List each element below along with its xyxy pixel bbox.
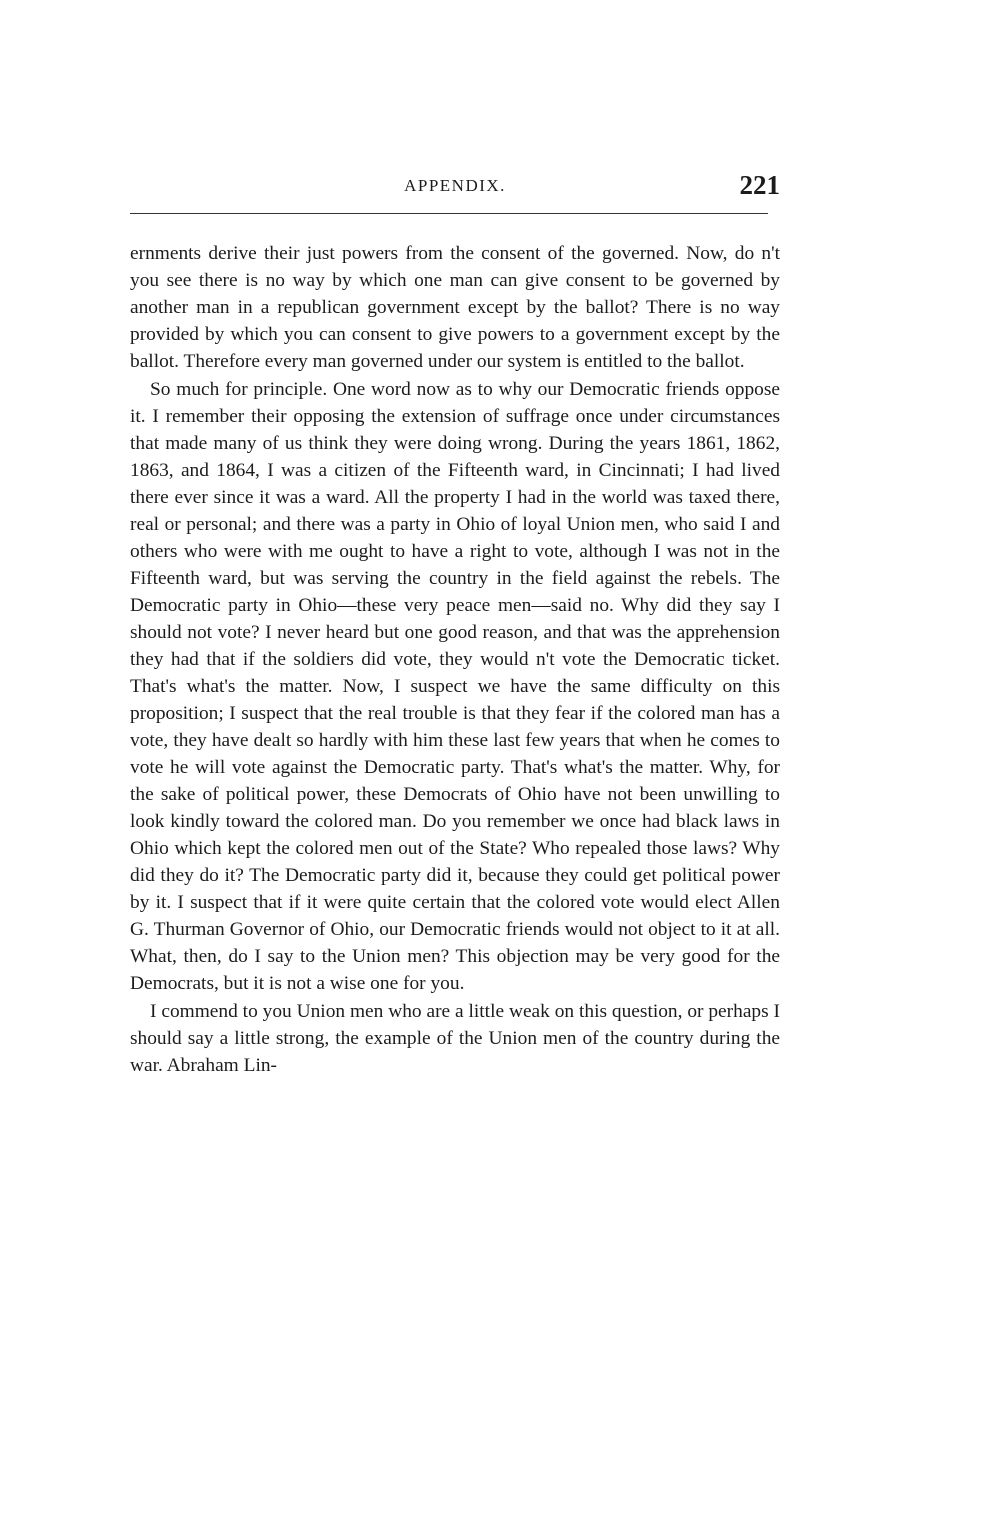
running-head: APPENDIX. (404, 176, 506, 195)
page-header (130, 170, 780, 210)
body-text (130, 240, 780, 1079)
paragraph-3: I commend to you Union men who are a little weak on this question, or perhaps I should say a little strong, the example of the Union men of the country during the war. Abraham Lin- (130, 1001, 780, 1076)
page-number: 221 (739, 170, 780, 200)
paragraph-2: So much for principle. One word now as to why our Democratic friends oppose it. I remember their opposing the extension of suffrage once under circumstances that made many of us think they were doing wrong. During the years 1861, 1862, 1863, and 1864, I was a citizen of the Fifteenth ward, in Cincinnati; I had lived there ever since it was a ward. All the property I had in the world was taxed there, real or personal; and there was a party in Ohio of loyal Union men, who said I and others who were with me ought to have a right to vote, although I was not in the Fifteenth ward, but was serving the country in the field against the rebels. The Democratic party in Ohio—these very peace men—said no. Why did they say I should not vote? I never heard but one good reason, and that was the apprehension they had that if the soldiers did vote, they would n't vote the Democratic ticket. That's what's the matter. Now, I suspect we have the same difficulty on this proposition; I suspect that the real trouble is that they fear if the colored man has a vote, they have dealt so hardly with him these last few years that when he comes to vote he will vote against the Democratic party. That's what's the matter. Why, for the sake of political power, these Democrats of Ohio have not been unwilling to look kindly toward the colored man. Do you remember we once had black laws in Ohio which kept the colored men out of the State? Who repealed those laws? Why did they do it? The Democratic party did it, because they could get political power by it. I suspect that if it were quite certain that the colored vote would elect Allen G. Thurman Governor of Ohio, our Democratic friends would not object to it at all. What, then, do I say to the Union men? This objection may be very good for the Democrats, but it is not a wise one for you. (130, 379, 780, 994)
header-rule (130, 213, 768, 214)
paragraph-1: ernments derive their just powers from the consent of the governed. Now, do n't you see there is no way by which one man can give consent to be governed by another man in a republican government except by the ballot? There is no way provided by which you can consent to give powers to a government except by the ballot. Therefore every man governed under our system is entitled to the ballot. (130, 243, 780, 372)
